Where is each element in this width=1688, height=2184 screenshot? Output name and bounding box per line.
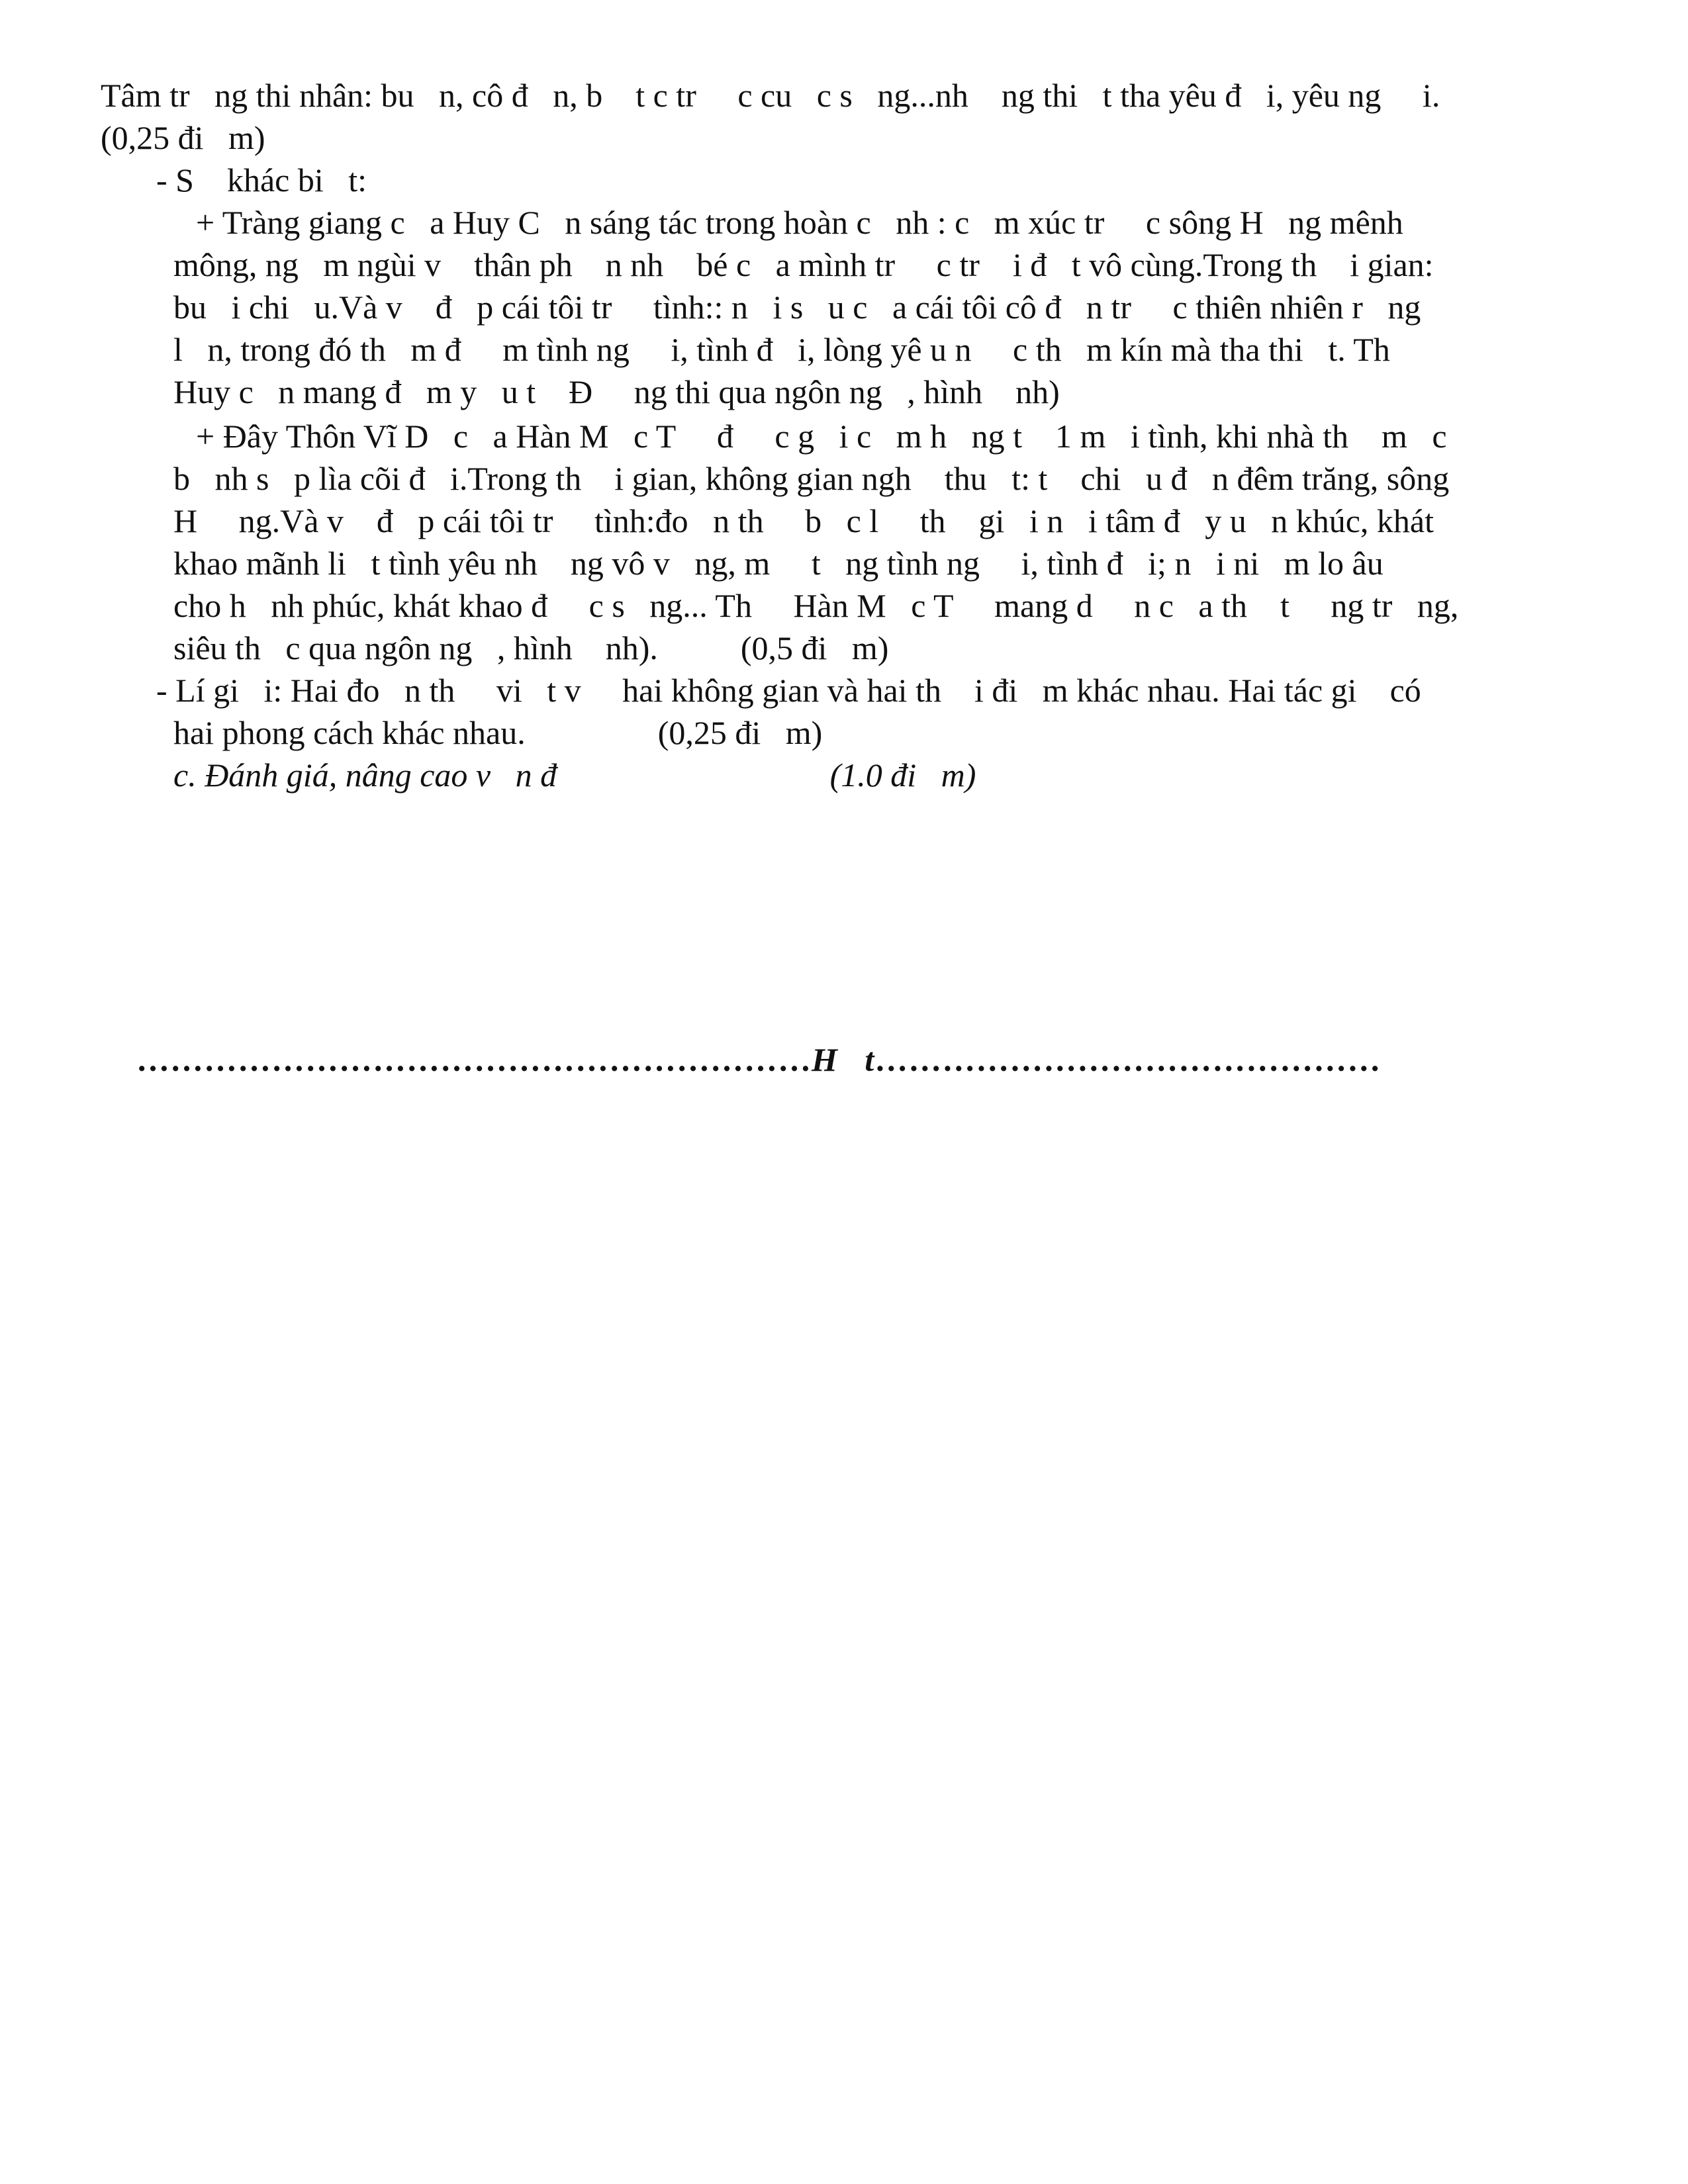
- paragraph-line-8: Huy c n mang đ m y u t Đ ng thi qua ngôn ng , hình nh): [173, 373, 1060, 410]
- ending-right-dots: ………………………………………: [874, 1041, 1382, 1078]
- score-line-1: (0,25 đi m): [101, 119, 265, 156]
- paragraph-line-7: l n, trong đó th m đ m tình ng i, tình đ i, lòng yê u n c th m kín mà tha thi t. Th: [173, 331, 1390, 368]
- section-heading-c: c. Đánh giá, nâng cao v n đ (1.0 đi m): [173, 756, 976, 794]
- score-line-2: siêu th c qua ngôn ng , hình nh). (0,5 đi m): [173, 629, 889, 666]
- paragraph-line-9: + Đây Thôn Vĩ D c a Hàn M c T đ c g i c m h ng t 1 m i tình, khi nhà th m c: [196, 418, 1447, 455]
- paragraph-line-12: khao mãnh li t tình yêu nh ng vô v ng, m t ng tình ng i, tình đ i; n i ni m lo âu: [173, 545, 1383, 582]
- paragraph-line-6: bu i chi u.Và v đ p cái tôi tr tình:: n i s u c a cái tôi cô đ n tr c thiên nhiên r ng: [173, 289, 1421, 326]
- paragraph-line-5: mông, ng m ngùi v thân ph n nh bé c a mình tr c tr i đ t vô cùng.Trong th i gian:: [173, 246, 1434, 283]
- paragraph-line-13: cho h nh phúc, khát khao đ c s ng... Th Hàn M c T mang d n c a th t ng tr ng,: [173, 587, 1459, 624]
- ending-left-dots: ……………………………………………………: [136, 1041, 812, 1078]
- document-ending: [101, 998, 1381, 1121]
- paragraph-line-15: - Lí gi i: Hai đo n th vi t v hai không gian và hai th i đi m khác nhau. Hai tác gi có: [156, 672, 1421, 709]
- score-line-3: hai phong cách khác nhau. (0,25 đi m): [173, 714, 823, 751]
- ending-het-label: H t: [812, 1041, 875, 1078]
- section-heading-differences: - S khác bi t:: [156, 161, 367, 199]
- paragraph-line-10: b nh s p lìa cõi đ i.Trong th i gian, không gian ngh thu t: t chi u đ n đêm trăng, sông: [173, 460, 1450, 497]
- paragraph-line-1: Tâm tr ng thi nhân: bu n, cô đ n, b t c tr c cu c s ng...nh ng thi t tha yêu đ i, yêu ng i.: [101, 77, 1440, 114]
- paragraph-line-11: H ng.Và v đ p cái tôi tr tình:đo n th b c l th gi i n i tâm đ y u n khúc, khát: [173, 502, 1434, 539]
- paragraph-line-4: + Tràng giang c a Huy C n sáng tác trong hoàn c nh : c m xúc tr c sông H ng mênh: [196, 204, 1403, 241]
